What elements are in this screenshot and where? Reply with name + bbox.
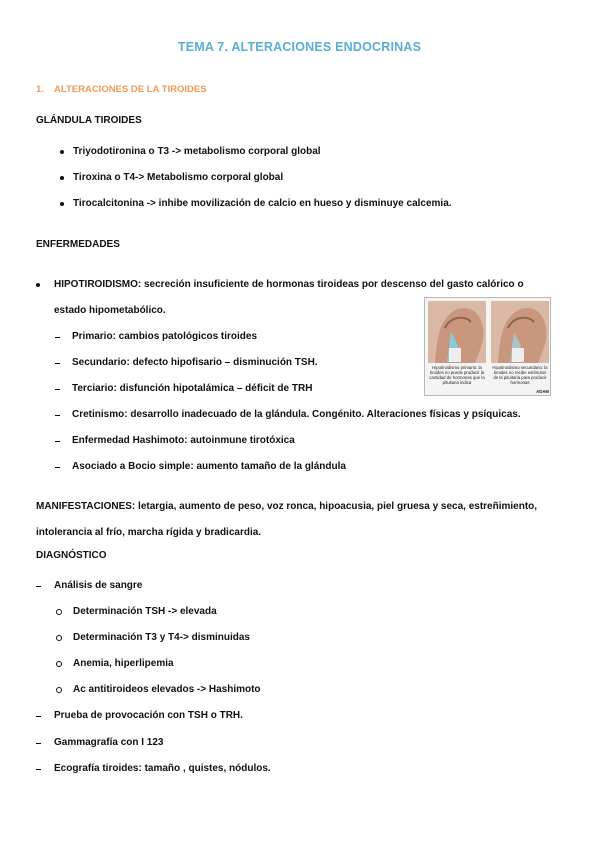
- dash-icon: [36, 586, 41, 587]
- diagnosis-item: Prueba de provocación con TSH o TRH.: [54, 710, 243, 721]
- disease-subitem: Enfermedad Hashimoto: autoinmune tirotóxica: [72, 435, 295, 446]
- diseases-heading: ENFERMEDADES: [36, 239, 120, 250]
- bullet-icon: [60, 176, 64, 180]
- disease-subitem: Cretinismo: desarrollo inadecuado de la glándula. Congénito. Alteraciones físicas y psíquicas.: [72, 409, 521, 420]
- diagnosis-item: Ecografía tiroides: tamaño , quistes, nódulos.: [54, 763, 271, 774]
- gland-item: Triyodotironina o T3 -> metabolismo corporal global: [73, 146, 321, 157]
- blood-test-item: Determinación TSH -> elevada: [73, 606, 217, 617]
- page-title: TEMA 7. ALTERACIONES ENDOCRINAS: [177, 40, 422, 54]
- section-heading: ALTERACIONES DE LA TIROIDES: [54, 84, 207, 95]
- diagnosis-item: Gammagrafía con I 123: [54, 737, 164, 748]
- blood-test-item: Determinación T3 y T4-> disminuidas: [73, 632, 250, 643]
- bullet-icon: [60, 202, 64, 206]
- diagnosis-item: Análisis de sangre: [54, 580, 143, 591]
- gland-item: Tiroxina o T4-> Metabolismo corporal global: [73, 172, 284, 183]
- blood-test-item: Ac antitiroideos elevados -> Hashimoto: [73, 684, 261, 695]
- dash-icon: [55, 415, 60, 416]
- figure-caption-left: Hipotiroidismo primario: la tiroides no puede producir la cantidad de hormonas que la pituitaria indica: [429, 365, 485, 385]
- dash-icon: [55, 467, 60, 468]
- circle-bullet-icon: [56, 635, 62, 641]
- dash-icon: [36, 716, 41, 717]
- dash-icon: [36, 743, 41, 744]
- dash-icon: [36, 769, 41, 770]
- disease-subitem: Primario: cambios patológicos tiroides: [72, 331, 258, 342]
- thyroid-illustration: [424, 297, 551, 396]
- manifestations-text-cont: intolerancia al frío, marcha rígida y bradicardia.: [36, 527, 262, 538]
- dash-icon: [55, 337, 60, 338]
- bullet-icon: [60, 150, 64, 154]
- disease-subitem: Secundario: defecto hipofisario – disminución TSH.: [72, 357, 318, 368]
- disease-subitem: Asociado a Bocio simple: aumento tamaño de la glándula: [72, 461, 346, 472]
- gland-heading: GLÁNDULA TIROIDES: [36, 115, 142, 126]
- diagnosis-heading: DIAGNÓSTICO: [36, 550, 107, 561]
- circle-bullet-icon: [56, 661, 62, 667]
- figure-caption-right: Hipotiroidismo secundario: la tiroides no recibe estímulos de la pituitaria para producir hormonas: [492, 365, 548, 385]
- hypothyroidism-definition: HIPOTIROIDISMO: secreción insuficiente de hormonas tiroideas por descenso del gasto calórico o: [54, 279, 524, 290]
- dash-icon: [55, 363, 60, 364]
- dash-icon: [55, 389, 60, 390]
- circle-bullet-icon: [56, 687, 62, 693]
- bullet-icon: [36, 283, 40, 287]
- section-number: 1.: [36, 84, 44, 95]
- hypothyroidism-definition-cont: estado hipometabólico.: [54, 305, 166, 316]
- figure-credit: ADAM: [536, 389, 549, 394]
- gland-item: Tirocalcitonina -> inhibe movilización de calcio en hueso y disminuye calcemia.: [73, 198, 452, 209]
- dash-icon: [55, 441, 60, 442]
- blood-test-item: Anemia, hiperlipemia: [73, 658, 174, 669]
- circle-bullet-icon: [56, 609, 62, 615]
- manifestations-text: MANIFESTACIONES: letargia, aumento de peso, voz ronca, hipoacusia, piel gruesa y seca, estreñimiento,: [36, 501, 538, 512]
- disease-subitem: Terciario: disfunción hipotalámica – déficit de TRH: [72, 383, 313, 394]
